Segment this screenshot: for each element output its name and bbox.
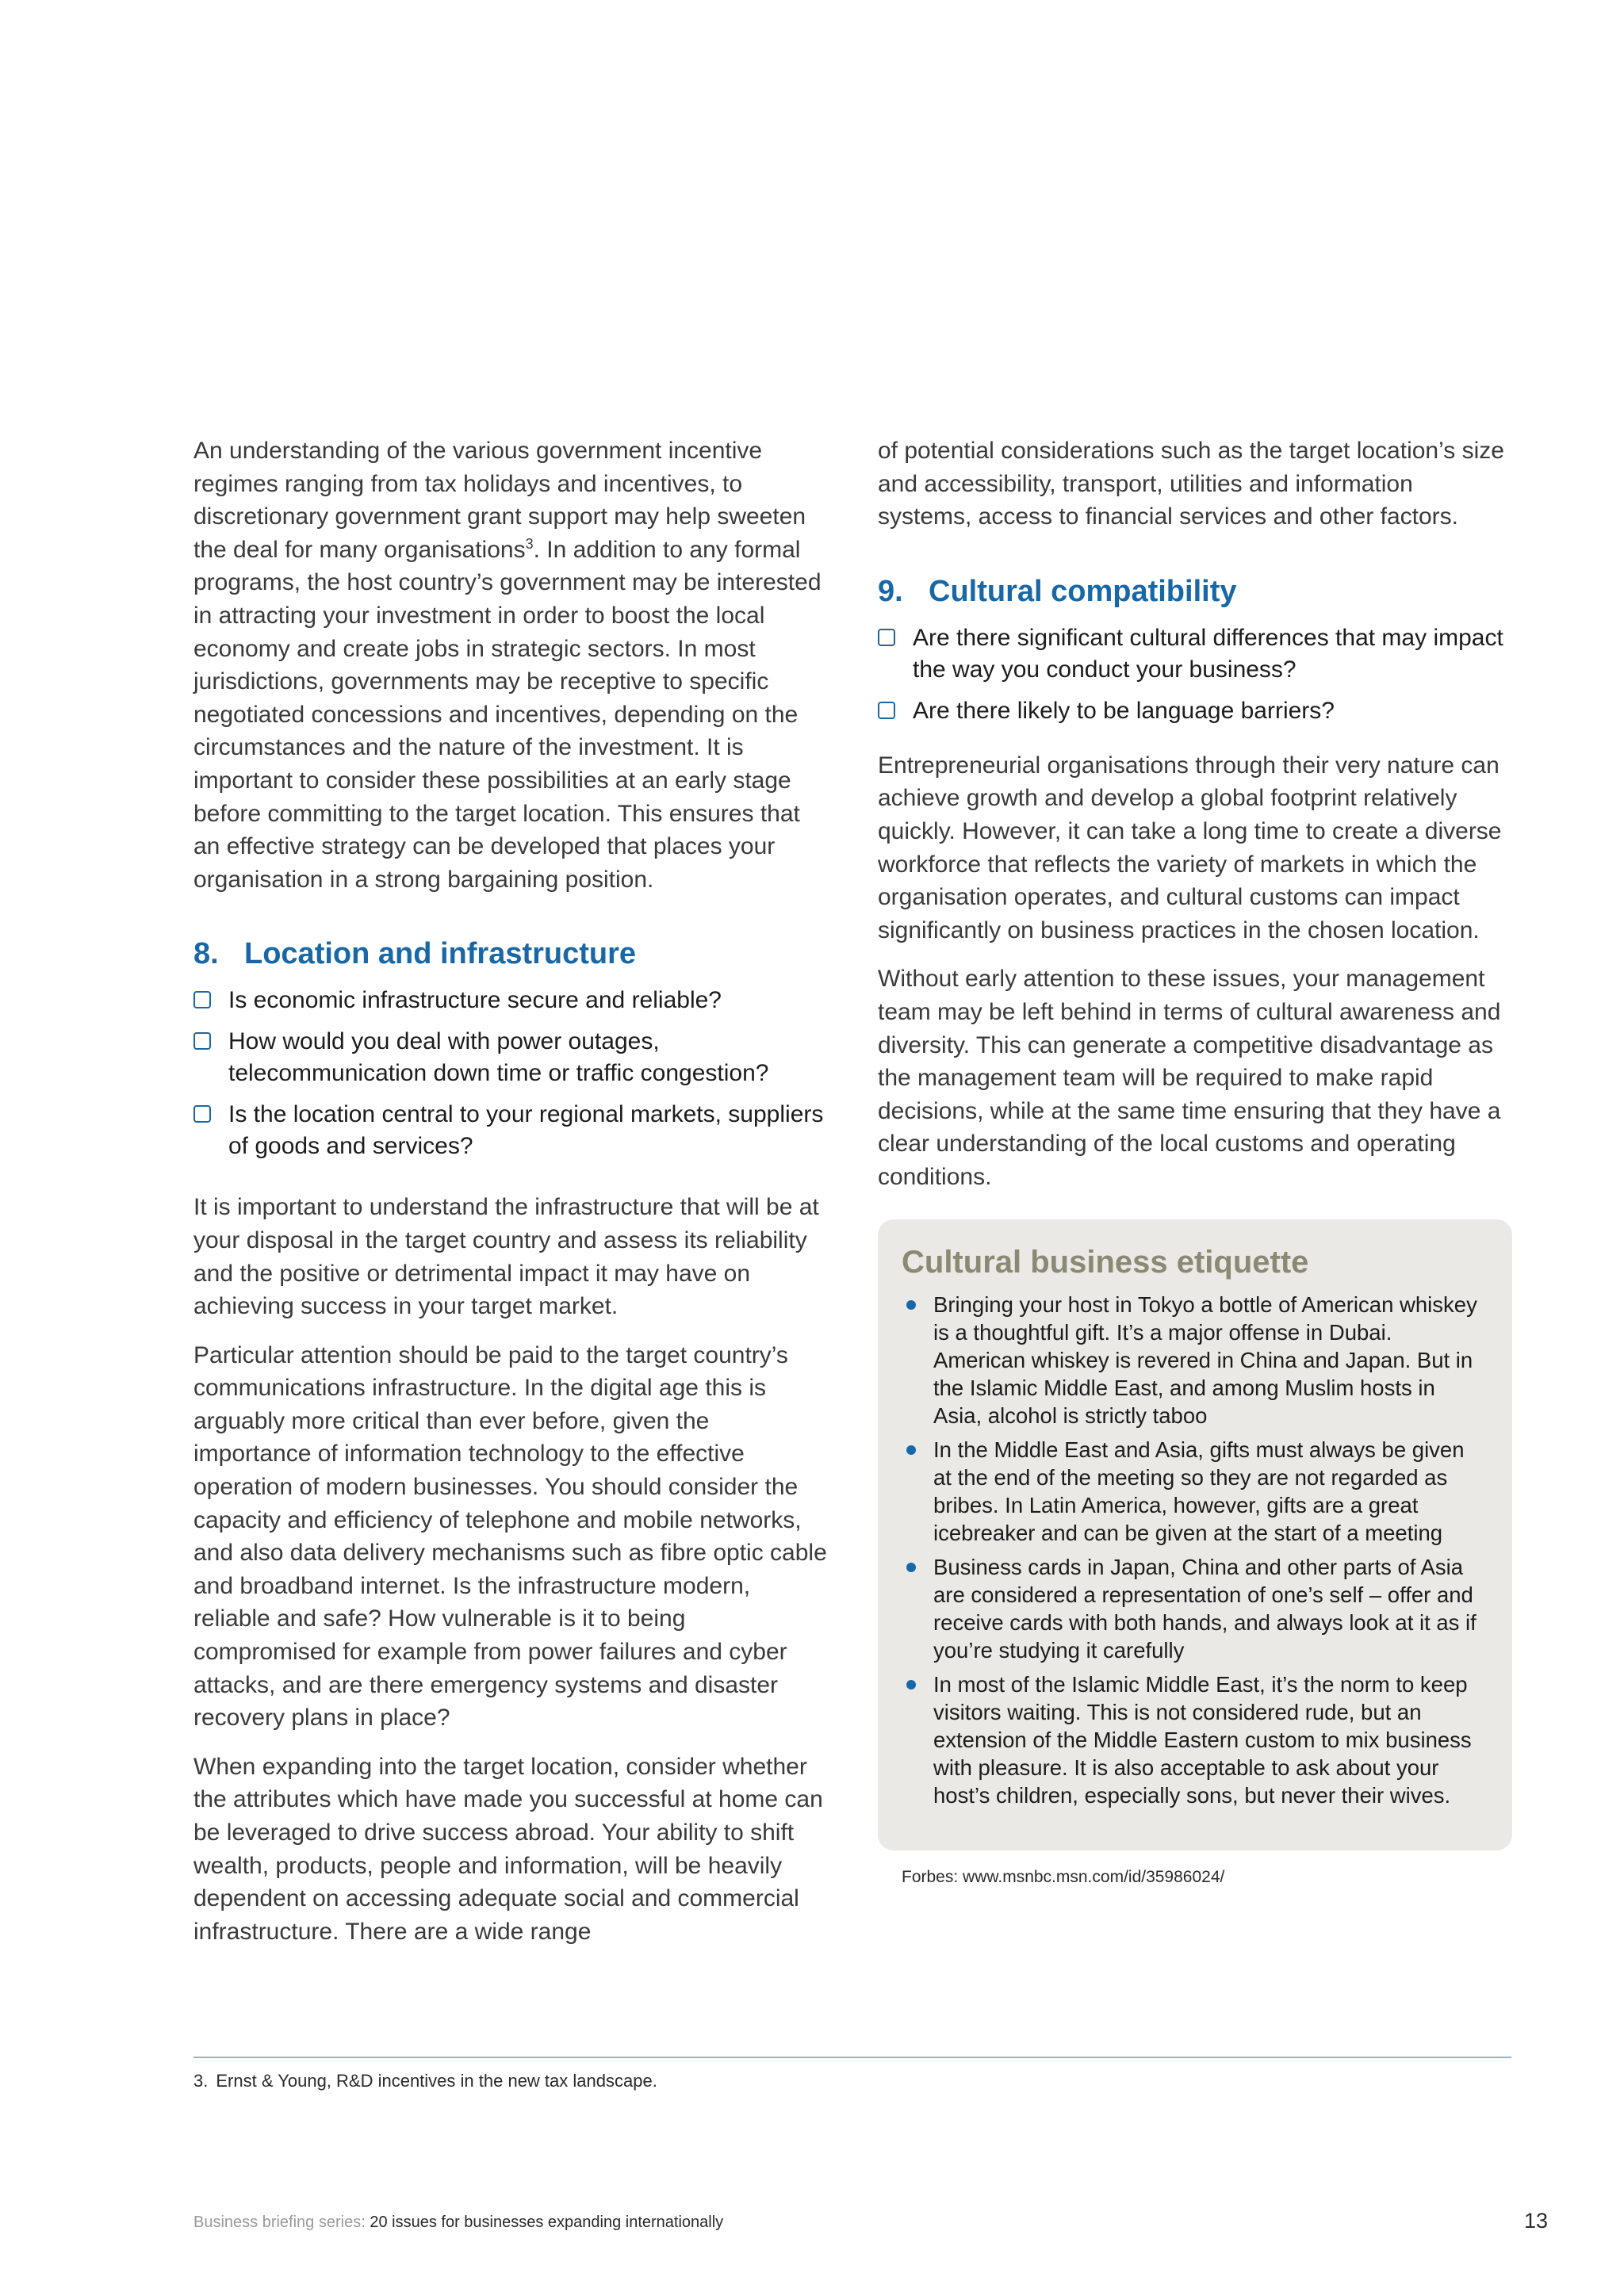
- body-paragraph: When expanding into the target location, consider whether the attributes which have made you successful at home can be leveraged to drive success abroad. Your ability to shift wealth, products, people and information, will be heavily dependent on accessing adequate social and commercial infrastructure. There are a wide range: [193, 1753, 823, 1945]
- sidebar-bullet: Bringing your host in Tokyo a bottle of American whiskey is a thoughtful gift. It’s a major offense in Dubai. American whiskey is revered in China and Japan. But in the Islamic Middle East, and among Muslim hosts in Asia, alcohol is strictly taboo: [902, 1291, 1488, 1429]
- section-8-number: 8.: [193, 937, 219, 971]
- checkbox-icon[interactable]: [193, 1105, 211, 1123]
- checkbox-icon[interactable]: [878, 702, 895, 719]
- continuation-paragraph: of potential considerations such as the target location’s size and accessibility, transport, utilities and information systems, access to financial services and other factors.: [878, 438, 1504, 530]
- checklist-item: Are there significant cultural differences that may impact the way you conduct your business?: [878, 622, 1512, 686]
- sidebar-bullet: Business cards in Japan, China and other parts of Asia are considered a representation of one’s self – offer and receive cards with both hands, and always look at it as if you’re studying it carefully: [902, 1553, 1488, 1664]
- footnote-number: 3.: [193, 2071, 209, 2091]
- left-column: [193, 434, 828, 1964]
- section-9-heading: [878, 573, 1512, 610]
- checklist-item: How would you deal with power outages, telecommunication down time or traffic congestion?: [193, 1026, 828, 1089]
- page-footer: [193, 2214, 723, 2232]
- footnote: [193, 2071, 657, 2091]
- checklist-item: Is the location central to your regional markets, suppliers of goods and services?: [193, 1099, 828, 1162]
- bullet-dot-icon: [906, 1445, 916, 1455]
- footer-title: 20 issues for businesses expanding internationally: [370, 2214, 724, 2231]
- checkbox-icon[interactable]: [878, 629, 895, 646]
- section-8-title: Location and infrastructure: [244, 937, 637, 971]
- bullet-dot-icon: [906, 1300, 916, 1310]
- body-paragraph: Entrepreneurial organisations through their very nature can achieve growth and develop a global footprint relatively quickly. However, it can take a long time to create a diverse workforce that reflects the variety of markets in which the organisation operates, and cultural customs can impact significantly on business practices in the chosen location.: [878, 752, 1502, 943]
- footer-series-label: Business briefing series:: [193, 2214, 366, 2231]
- section-9-number: 9.: [878, 574, 903, 608]
- footnote-divider: [193, 2057, 1511, 2058]
- section-8-heading: [193, 936, 828, 972]
- intro-paragraph: An understanding of the various government incentive regimes ranging from tax holidays and incentives, to discretionary government grant support may help sweeten the deal for many organisations$^3$. In addition to any formal programs, the host country’s government may be interested in attracting your investment in order to boost the local economy and create jobs in strategic sectors. In most jurisdictions, governments may be receptive to specific negotiated concessions and incentives, depending on the circumstances and the nature of the investment. It is important to consider these possibilities at an early stage before committing to the target location. This ensures that an effective strategy can be developed that places your organisation in a strong bargaining position.: [193, 438, 822, 893]
- right-column: [878, 434, 1512, 1887]
- section-9-checklist: [878, 622, 1512, 727]
- footnote-reference[interactable]: 3: [525, 535, 534, 552]
- sidebar-title: Cultural business etiquette: [902, 1244, 1309, 1280]
- body-paragraph: Particular attention should be paid to the target country’s communications infrastructure. In the digital age this is arguably more critical than ever before, given the importance of information technology to the effective operation of modern businesses. You should consider the capacity and efficiency of telephone and mobile networks, and also data delivery mechanisms such as fibre optic cable and broadband internet. Is the infrastructure modern, reliable and safe? How vulnerable is it to being compromised for example from power failures and cyber attacks, and are there emergency systems and disaster recovery plans in place?: [193, 1341, 827, 1732]
- sidebar-source: Forbes: www.msnbc.msn.com/id/35986024/: [902, 1867, 1225, 1886]
- footnote-text: Ernst & Young, R&D incentives in the new tax landscape.: [216, 2071, 657, 2091]
- checklist-item: Are there likely to be language barriers?: [878, 695, 1512, 727]
- checklist-item: Is economic infrastructure secure and reliable?: [193, 985, 828, 1016]
- sidebar-list: [902, 1291, 1488, 1809]
- body-paragraph: Without early attention to these issues, your management team may be left behind in terms of cultural awareness and diversity. This can generate a competitive disadvantage as the management team will be required to make rapid decisions, while at the same time ensuring that they have a clear understanding of the local customs and operating conditions.: [878, 966, 1501, 1190]
- bullet-dot-icon: [906, 1563, 916, 1572]
- checkbox-icon[interactable]: [193, 1032, 211, 1050]
- page-number: 13: [1523, 2209, 1548, 2233]
- sidebar-bullet: In most of the Islamic Middle East, it’s the norm to keep visitors waiting. This is not considered rude, but an extension of the Middle Eastern custom to mix business with pleasure. It is also acceptable to ask about your host’s children, especially sons, but never their wives.: [902, 1670, 1488, 1809]
- section-8-checklist: [193, 985, 828, 1162]
- checkbox-icon[interactable]: [193, 991, 211, 1008]
- etiquette-sidebar: [878, 1219, 1512, 1850]
- sidebar-bullet: In the Middle East and Asia, gifts must always be given at the end of the meeting so they are not regarded as bribes. In Latin America, however, gifts are a great icebreaker and can be given at the start of a meeting: [902, 1436, 1488, 1547]
- body-paragraph: It is important to understand the infrastructure that will be at your disposal in the target country and assess its reliability and the positive or detrimental impact it may have on achieving success in your target market.: [193, 1194, 819, 1320]
- section-9-title: Cultural compatibility: [929, 574, 1237, 608]
- bullet-dot-icon: [906, 1680, 916, 1689]
